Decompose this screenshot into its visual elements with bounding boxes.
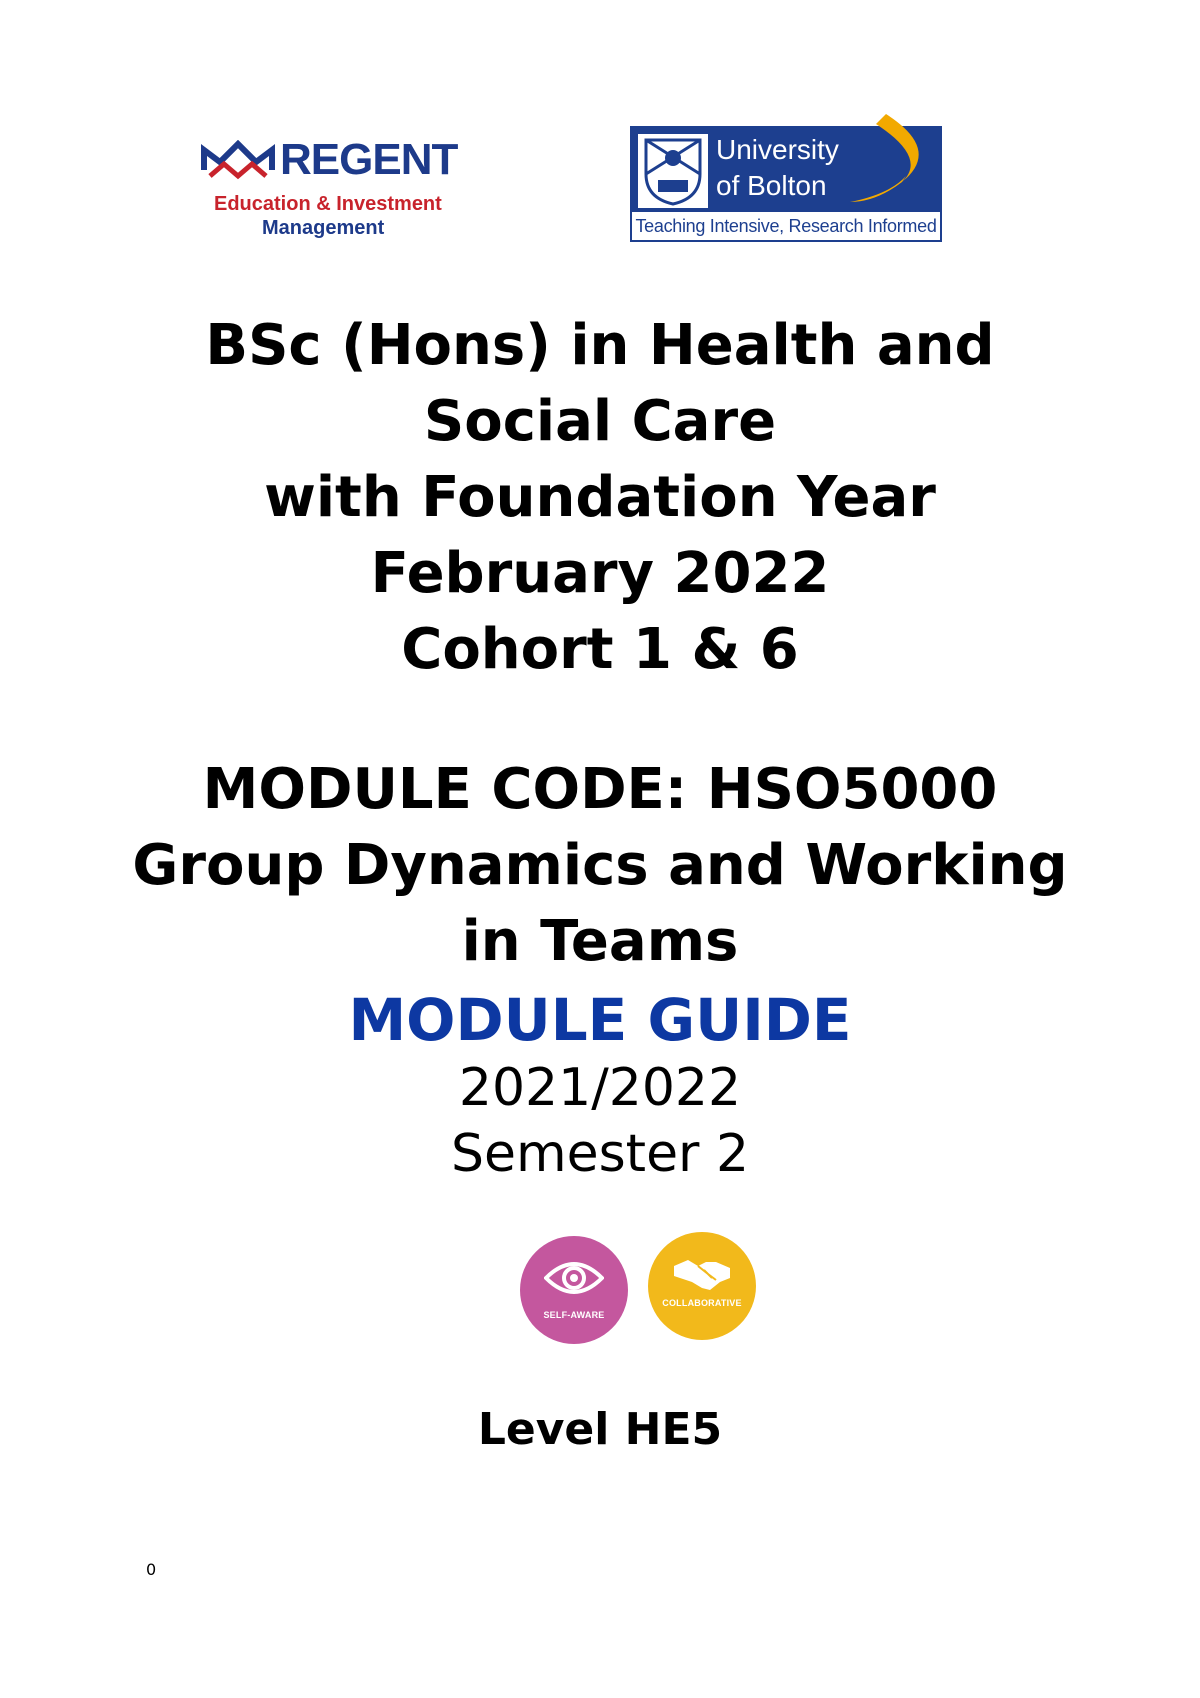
level-label: Level HE5 <box>477 1404 723 1455</box>
module-name-line: in Teams <box>461 909 739 974</box>
collaborative-badge <box>648 1232 756 1340</box>
badge-label: SELF-AWARE <box>543 1310 605 1320</box>
self-aware-badge <box>520 1236 628 1344</box>
page-number: 0 <box>146 1560 157 1579</box>
bolton-name-line2: of Bolton <box>716 170 827 201</box>
title-line: February 2022 <box>370 541 830 606</box>
swoosh-icon <box>846 110 936 210</box>
module-name-line: Group Dynamics and Working <box>132 833 1068 898</box>
title-line: Cohort 1 & 6 <box>401 617 799 682</box>
handshake-icon <box>672 1252 732 1296</box>
regent-wordmark: REGENT <box>280 135 458 184</box>
programme-title <box>0 308 1200 688</box>
title-line: BSc (Hons) in Health and <box>205 313 995 378</box>
crest-icon <box>638 134 708 208</box>
module-code: MODULE CODE: HSO5000 <box>202 757 998 822</box>
module-title <box>0 752 1200 980</box>
badge-label: COLLABORATIVE <box>662 1298 742 1308</box>
regent-logo <box>200 135 460 248</box>
regent-subtitle-line1: Education & Investment <box>214 193 442 215</box>
eye-icon <box>544 1256 604 1300</box>
bolton-name-line1: University <box>716 134 839 165</box>
university-of-bolton-logo <box>630 126 942 242</box>
bolton-tagline: Teaching Intensive, Research Informed <box>635 216 937 236</box>
title-line: Social Care <box>423 389 777 454</box>
academic-year: 2021/2022 <box>458 1058 742 1118</box>
regent-subtitle-line2: Management <box>262 217 385 239</box>
crown-icon <box>200 140 276 180</box>
module-guide-heading: MODULE GUIDE <box>348 986 852 1054</box>
title-line: with Foundation Year <box>264 465 936 530</box>
semester: Semester 2 <box>450 1124 750 1184</box>
